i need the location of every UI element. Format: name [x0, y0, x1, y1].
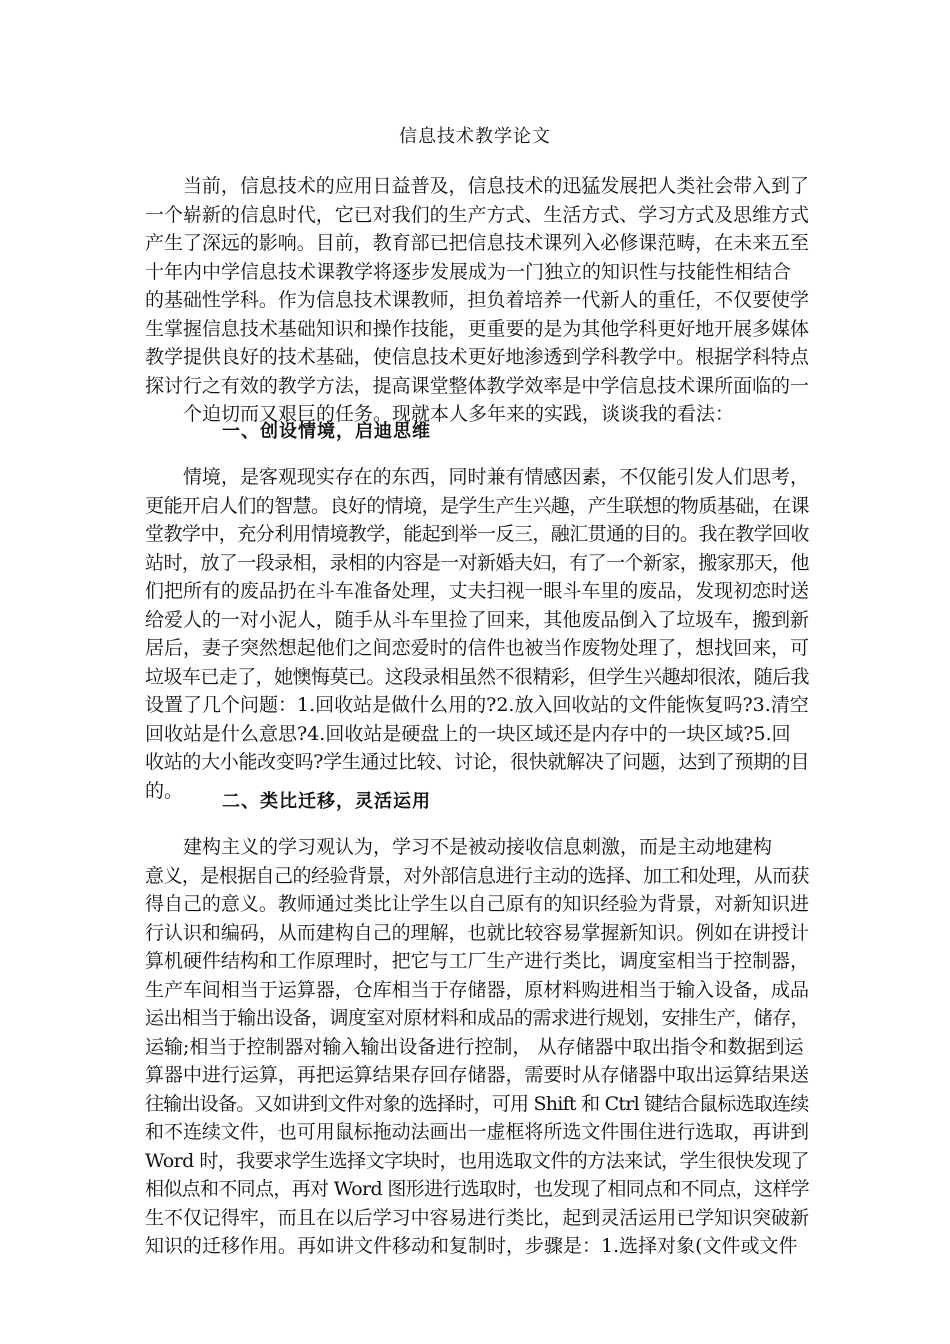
text-line: 更能开启人们的智慧。良好的情境，是学生产生兴趣，产生联想的物质基础，在课 — [145, 494, 810, 517]
text-line: 得自己的意义。教师通过类比让学生以自己原有的知识经验为背景，对新知识进 — [145, 893, 810, 915]
text-line: 算机硬件结构和工作原理时，把它与工厂生产进行类比，调度室相当于控制器， — [145, 950, 810, 972]
text-line: 十年内中学信息技术课教学将逐步发展成为一门独立的知识性与技能性相结合 — [145, 260, 792, 283]
text-line: 给爱人的一对小泥人，随手从斗车里捡了回来，其他废品倒入了垃圾车，搬到新 — [145, 608, 810, 631]
text-line: 生掌握信息技术基础知识和操作技能，更重要的是为其他学科更好地开展多媒体 — [145, 317, 810, 340]
text-line: 和不连续文件，也可用鼠标拖动法画出一虚框将所选文件围住进行选取，再讲到 — [145, 1121, 810, 1143]
section-1-heading: 一、创设情境，启迪思维 — [222, 421, 431, 442]
text-line: 情境，是客观现实存在的东西，同时兼有情感因素，不仅能引发人们思考， — [145, 466, 810, 488]
text-line: 的。 — [145, 779, 184, 802]
text-line: 生不仅记得牢，而且在以后学习中容易进行类比，起到灵活运用已学知识突破新 — [145, 1206, 810, 1229]
intro-paragraph — [145, 172, 809, 429]
text-line: 设置了几个问题：1.回收站是做什么用的?2.放入回收站的文件能恢复吗?3.清空 — [145, 694, 809, 716]
text-line: 运出相当于输出设备，调度室对原材料和成品的需求进行规划，安排生产，储存， — [145, 1007, 810, 1029]
text-line: 算器中进行运算，再把运算结果存回存储器，需要时从存储器中取出运算结果送 — [145, 1064, 810, 1086]
text-line: 产生了深远的影响。目前，教育部已把信息技术课列入必修课范畴，在未来五至 — [145, 232, 810, 254]
text-line: 生产车间相当于运算器，仓库相当于存储器，原材料购进相当于输入设备，成品 — [145, 978, 810, 1001]
section-1-paragraph — [145, 463, 809, 805]
section-2-heading: 二、类比迁移，灵活运用 — [222, 791, 431, 812]
text-line: 站时，放了一段录相，录相的内容是一对新婚夫妇，有了一个新家，搬家那天，他 — [145, 551, 810, 574]
text-line: 们把所有的废品扔在斗车准备处理，丈夫扫视一眼斗车里的废品，发现初恋时送 — [145, 580, 810, 602]
text-line: 探讨行之有效的教学方法，提高课堂整体教学效率是中学信息技术课所面临的一 — [145, 374, 810, 397]
text-line: 堂教学中，充分利用情境教学，能起到举一反三，融汇贯通的目的。我在教学回收 — [145, 523, 810, 545]
text-line: 行认识和编码，从而建构自己的理解，也就比较容易掌握新知识。例如在讲授计 — [145, 921, 810, 944]
text-line: 垃圾车已走了，她懊悔莫已。这段录相虽然不很精彩，但学生兴趣却很浓，随后我 — [145, 665, 810, 688]
section-2-paragraph — [145, 833, 809, 1261]
text-line: 当前，信息技术的应用日益普及，信息技术的迅猛发展把人类社会带入到了 — [145, 175, 810, 197]
text-line: Word 时，我要求学生选择文字块时，也用选取文件的方法来试，学生很快发现了 — [145, 1149, 809, 1172]
text-line: 一个崭新的信息时代，它已对我们的生产方式、生活方式、学习方式及思维方式 — [145, 203, 810, 226]
text-line: 运输;相当于控制器对输入输出设备进行控制， 从存储器中取出指令和数据到运 — [145, 1035, 804, 1058]
text-line: 收站的大小能改变吗?学生通过比较、讨论，很快就解决了问题，达到了预期的目 — [145, 751, 810, 773]
text-line: 往输出设备。又如讲到文件对象的选择时，可用 Shift 和 Ctrl 键结合鼠标选取连续 — [145, 1092, 809, 1115]
text-line: 的基础性学科。作为信息技术课教师，担负着培养一代新人的重任，不仅要使学 — [145, 289, 810, 311]
text-line: 建构主义的学习观认为，学习不是被动接收信息刺激，而是主动地建构 — [145, 836, 773, 858]
text-line: 居后，妻子突然想起他们之间恋爱时的信件也被当作废物处理了，想找回来，可 — [145, 637, 810, 659]
text-line: 个迫切而又艰巨的任务。现就本人多年来的实践，谈谈我的看法： — [145, 403, 735, 425]
text-line: 意义，是根据自己的经验背景，对外部信息进行主动的选择、加工和处理，从而获 — [145, 864, 810, 887]
text-line: 回收站是什么意思?4.回收站是硬盘上的一块区域还是内存中的一块区域?5.回 — [145, 722, 791, 745]
text-line: 知识的迁移作用。再如讲文件移动和复制时，步骤是：1.选择对象(文件或文件 — [145, 1235, 798, 1257]
document-title: 信息技术教学论文 — [399, 126, 551, 147]
text-line: 教学提供良好的技术基础，使信息技术更好地渗透到学科教学中。根据学科特点 — [145, 346, 810, 368]
text-line: 相似点和不同点，再对 Word 图形进行选取时，也发现了相同点和不同点，这样学 — [145, 1178, 810, 1200]
